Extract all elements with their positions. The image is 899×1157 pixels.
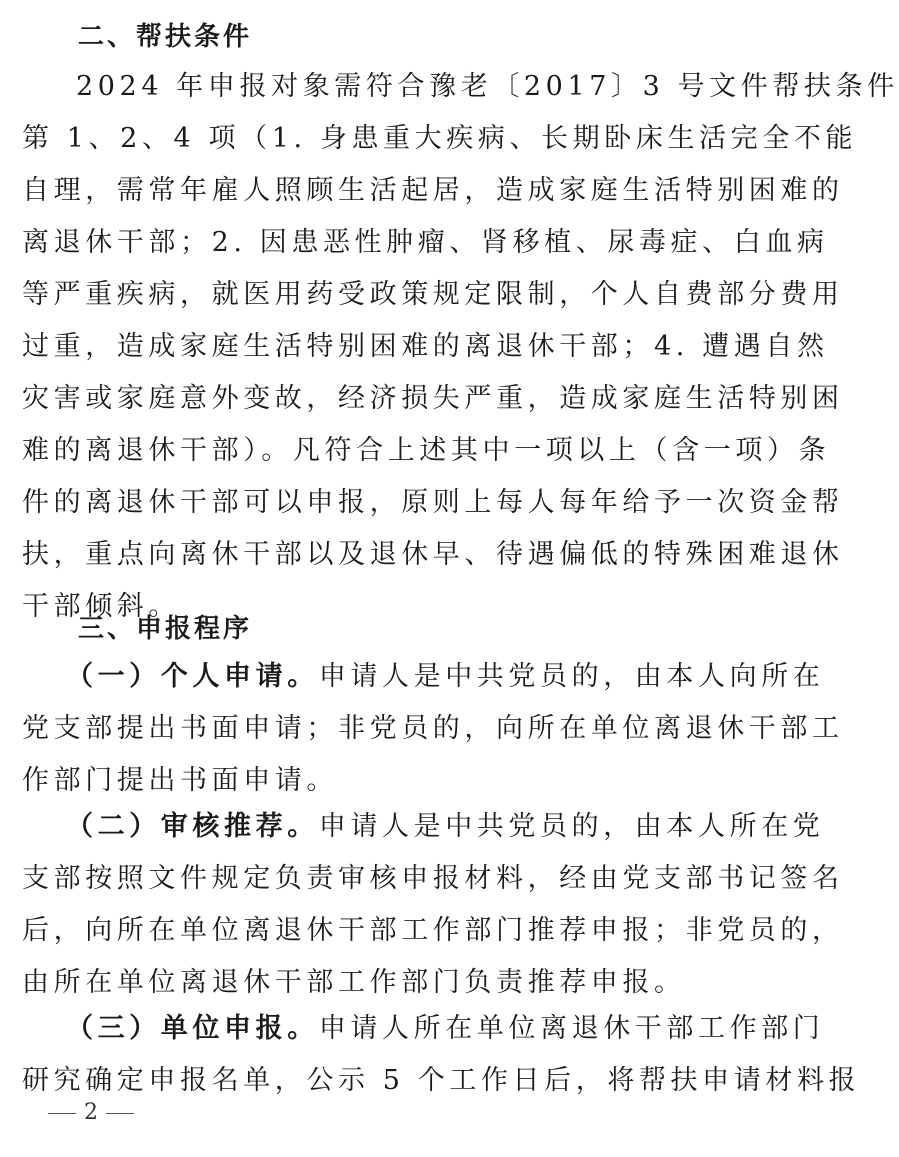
body-line: 党支部提出书面申请；非党员的，向所在单位离退休干部工 xyxy=(22,713,844,744)
paragraph-first-line xyxy=(66,660,857,694)
item-text: 申请人所在单位离退休干部工作部门 xyxy=(318,1013,825,1044)
paragraph-first-line xyxy=(66,1012,857,1046)
body-line: 自理，需常年雇人照顾生活起居，造成家庭生活特别困难的 xyxy=(22,175,844,206)
item-text: 申请人是中共党员的，由本人向所在 xyxy=(318,661,825,692)
body-line: 2024 年申报对象需符合豫老〔2017〕3 号文件帮扶条件 xyxy=(76,71,899,102)
item-text: 申请人是中共党员的，由本人所在党 xyxy=(318,811,825,842)
paragraph-first-line xyxy=(66,810,857,844)
body-line: 灾害或家庭意外变故，经济损失严重，造成家庭生活特别困 xyxy=(22,383,844,414)
body-line: 研究确定申报名单，公示 5 个工作日后，将帮扶申请材料报 xyxy=(22,1065,861,1096)
body-line: 支部按照文件规定负责审核申报材料，经由党支部书记签名 xyxy=(22,863,844,894)
item-label: （三）单位申报。 xyxy=(66,1013,319,1044)
body-line: 后，向所在单位离退休干部工作部门推荐申报；非党员的， xyxy=(22,915,844,946)
item-label: （二）审核推荐。 xyxy=(66,811,319,842)
body-line: 过重，造成家庭生活特别困难的离退休干部；4. 遭遇自然 xyxy=(22,331,829,362)
body-line: 难的离退休干部）。凡符合上述其中一项以上（含一项）条 xyxy=(22,435,831,466)
footer-dash-right xyxy=(106,1113,134,1114)
section-heading-3: 三、申报程序 xyxy=(78,614,253,644)
page-footer xyxy=(40,1100,142,1125)
body-line: 作部门提出书面申请。 xyxy=(22,765,338,796)
body-line: 干部倾斜。 xyxy=(22,591,180,622)
page-number: 2 xyxy=(84,1100,98,1125)
body-line: 第 1、2、4 项（1. 身患重大疾病、长期卧床生活完全不能 xyxy=(22,123,858,154)
body-line: 扶，重点向离休干部以及退休早、待遇偏低的特殊困难退休 xyxy=(22,539,844,570)
body-line: 离退休干部；2. 因患恶性肿瘤、肾移植、尿毒症、白血病 xyxy=(22,227,829,258)
section-heading-2: 二、帮扶条件 xyxy=(78,22,253,52)
footer-dash-left xyxy=(48,1113,76,1114)
item-label: （一）个人申请。 xyxy=(66,661,319,692)
body-line: 件的离退休干部可以申报，原则上每人每年给予一次资金帮 xyxy=(22,487,844,518)
body-line: 等严重疾病，就医用药受政策规定限制，个人自费部分费用 xyxy=(22,279,844,310)
body-line: 由所在单位离退休干部工作部门负责推荐申报。 xyxy=(22,967,686,998)
